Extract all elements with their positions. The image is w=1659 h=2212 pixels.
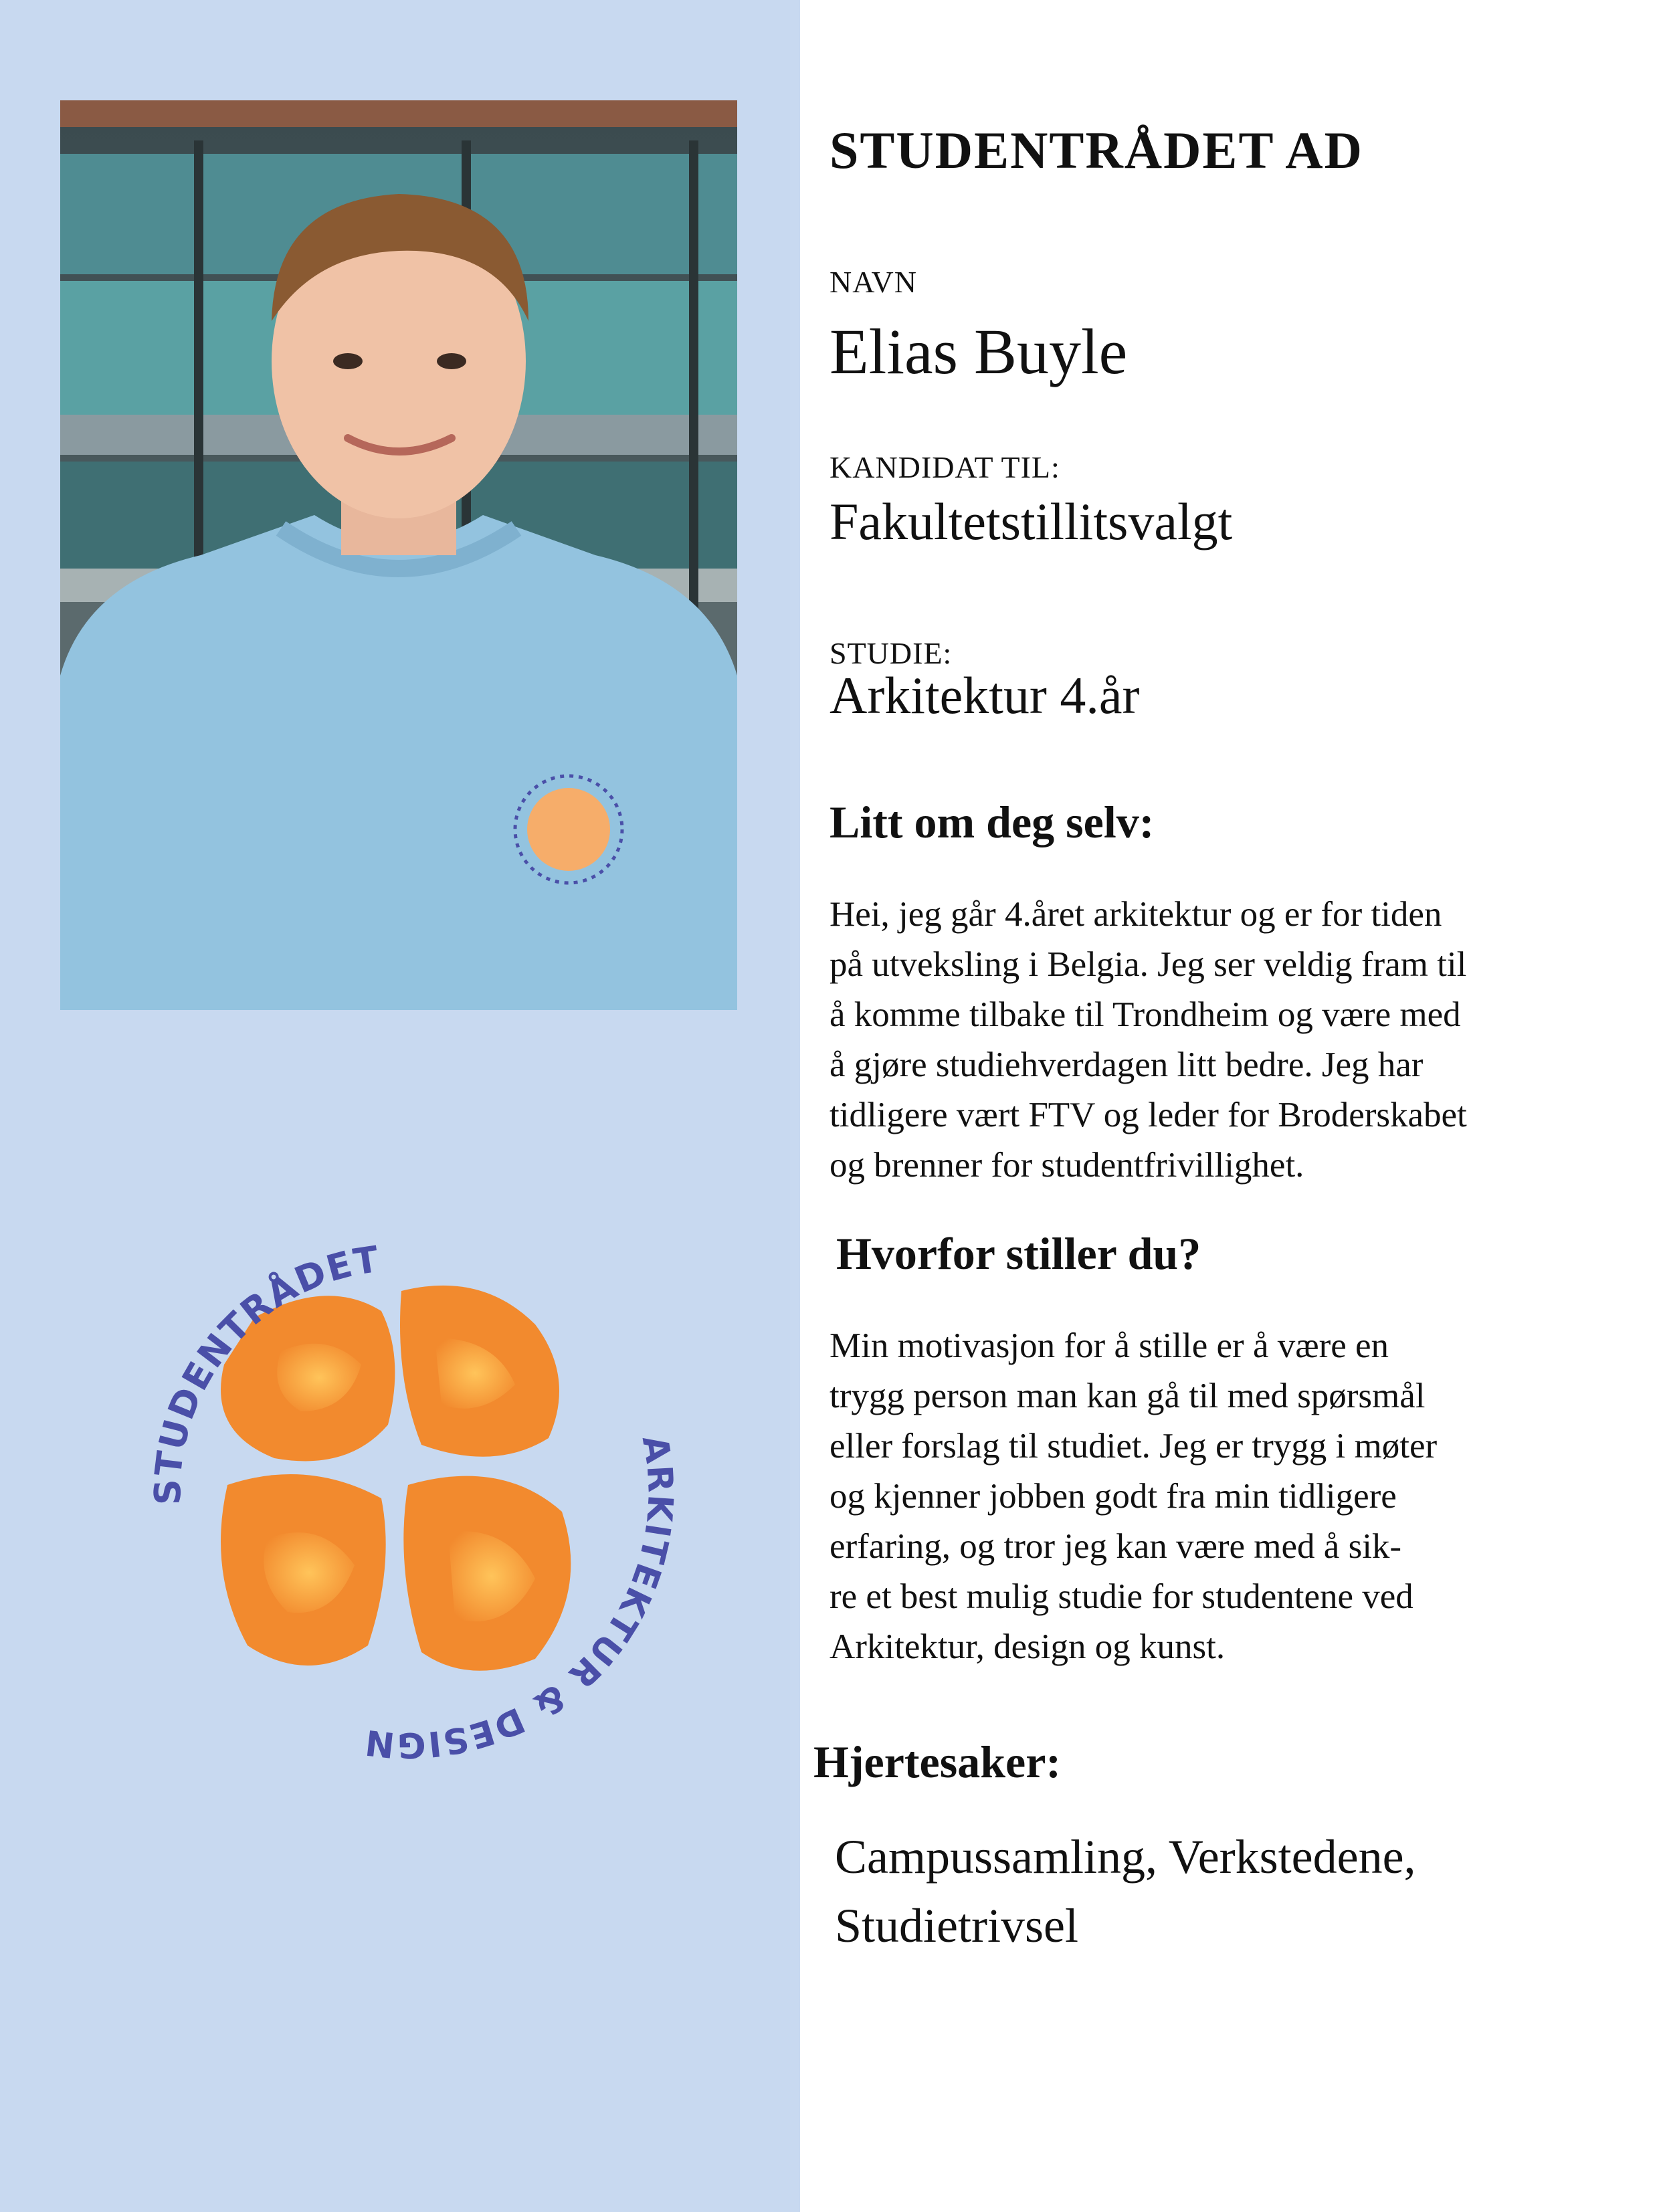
candidate-photo xyxy=(60,100,737,1010)
hearts-heading: Hjertesaker: xyxy=(813,1736,1062,1787)
study-label: STUDIE: xyxy=(830,636,953,670)
candidate-label: KANDIDAT TIL: xyxy=(830,450,1060,484)
logo-ring-text-bottom: ARKITEKTUR & DESIGN xyxy=(362,1432,680,1765)
org-title: STUDENTRÅDET AD xyxy=(830,121,1363,179)
study-value: Arkitektur 4.år xyxy=(830,666,1140,724)
hearts-text: Campussamling, Verkstedene, Studietrivsel xyxy=(835,1830,1416,1952)
content-column xyxy=(813,0,1619,2212)
name-label: NAVN xyxy=(830,265,917,299)
left-panel xyxy=(0,0,800,2212)
studentradet-logo xyxy=(107,1191,696,1779)
about-text: Hei, jeg går 4.året arkitektur og er for tiden på utveksling i Belgia. Jeg ser veldig fram til å komme tilbake til Trondheim og være med å gjøre studiehverdagen litt bedre. Jeg har tidligere vært FTV og leder for Broderskabet og brenner for studentfrivillighet. xyxy=(830,895,1467,1185)
about-heading: Litt om deg selv: xyxy=(830,797,1155,847)
candidate-position: Fakultetstillitsvalgt xyxy=(830,492,1233,550)
logo-ring-text-top: STUDENTRÅDET xyxy=(147,1237,383,1506)
why-text: Min motivasjon for å stille er å være en trygg person man kan gå til med spørsmål eller forslag til studiet. Jeg er trygg i møter og kjenner jobben godt fra min tidligere erfaring, og tror jeg kan være med å sik- re et best mulig studie for studentene ved Arkitektur, design og kunst. xyxy=(830,1326,1438,1666)
candidate-name: Elias Buyle xyxy=(830,316,1128,387)
why-heading: Hvorfor stiller du? xyxy=(836,1228,1201,1279)
logo-blob-group xyxy=(221,1286,571,1671)
